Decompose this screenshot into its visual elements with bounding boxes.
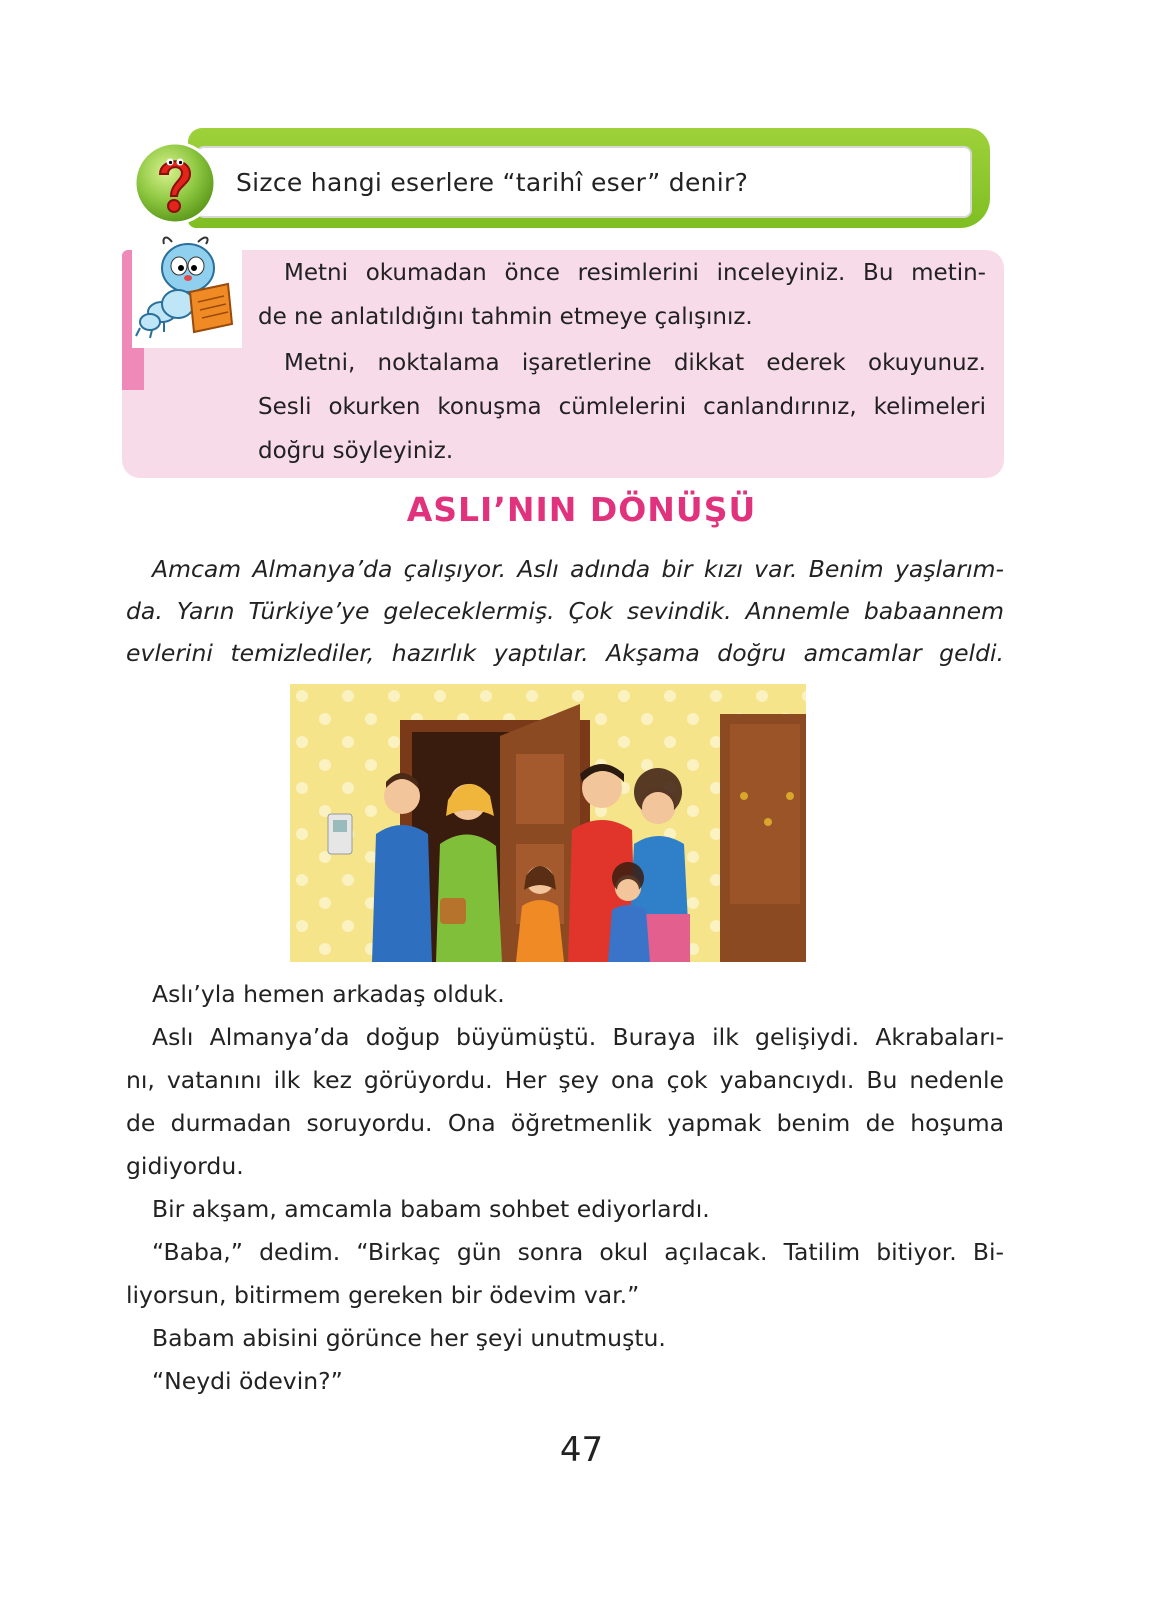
body-line: Aslı Almanya’da doğup büyümüştü. Buraya ilk gelişiydi. Akrabaları- — [152, 1023, 1004, 1051]
body-line: “Baba,” dedim. “Birkaç gün sonra okul açılacak. Tatilim bitiyor. Bi- — [152, 1238, 1004, 1266]
body-line: Aslı’yla hemen arkadaş olduk. — [152, 980, 505, 1008]
family-arrival-illustration — [290, 684, 806, 962]
instruction-line: Metni, noktalama işaretlerine dikkat ederek okuyunuz. — [284, 350, 986, 376]
body-line: “Neydi ödevin?” — [152, 1367, 343, 1395]
intro-line: Amcam Almanya’da çalışıyor. Aslı adında bir kızı var. Benim yaşlarım- — [152, 555, 1004, 583]
intro-line: da. Yarın Türkiye’ye geleceklermiş. Çok sevindik. Annemle babaannem — [126, 597, 1004, 625]
body-line: liyorsun, bitirmem gereken bir ödevim var.” — [126, 1281, 640, 1309]
instruction-paragraph-2 — [258, 341, 986, 473]
body-line: Babam abisini görünce her şeyi unutmuştu. — [152, 1324, 666, 1352]
instruction-line: Sesli okurken konuşma cümlelerini canlandırınız, kelimeleri — [258, 394, 986, 420]
instruction-line: de ne anlatıldığını tahmin etmeye çalışınız. — [258, 304, 753, 330]
body-line: nı, vatanını ilk kez görüyordu. Her şey ona çok yabancıydı. Bu nedenle — [126, 1066, 1004, 1094]
body-line: Bir akşam, amcamla babam sohbet ediyorlardı. — [152, 1195, 710, 1223]
story-body — [126, 973, 1004, 1403]
page-number: 47 — [559, 1430, 604, 1470]
body-line: de durmadan soruyordu. Ona öğretmenlik yapmak benim de hoşuma — [126, 1109, 1004, 1137]
instruction-line: Metni okumadan önce resimlerini inceleyiniz. Bu metin- — [284, 260, 986, 286]
instruction-paragraph-1 — [258, 251, 986, 339]
instruction-line: doğru söyleyiniz. — [258, 438, 454, 464]
reading-bug-icon — [132, 232, 242, 348]
question-text: Sizce hangi eserlere “tarihî eser” denir? — [236, 168, 749, 197]
question-banner — [132, 128, 990, 234]
story-intro — [126, 548, 1004, 674]
question-mark-icon — [132, 140, 218, 226]
body-line: gidiyordu. — [126, 1152, 244, 1180]
story-title: ASLI’NIN DÖNÜŞÜ — [406, 490, 757, 529]
intro-line: evlerini temizlediler, hazırlık yaptılar. Akşama doğru amcamlar geldi. — [126, 639, 1004, 667]
